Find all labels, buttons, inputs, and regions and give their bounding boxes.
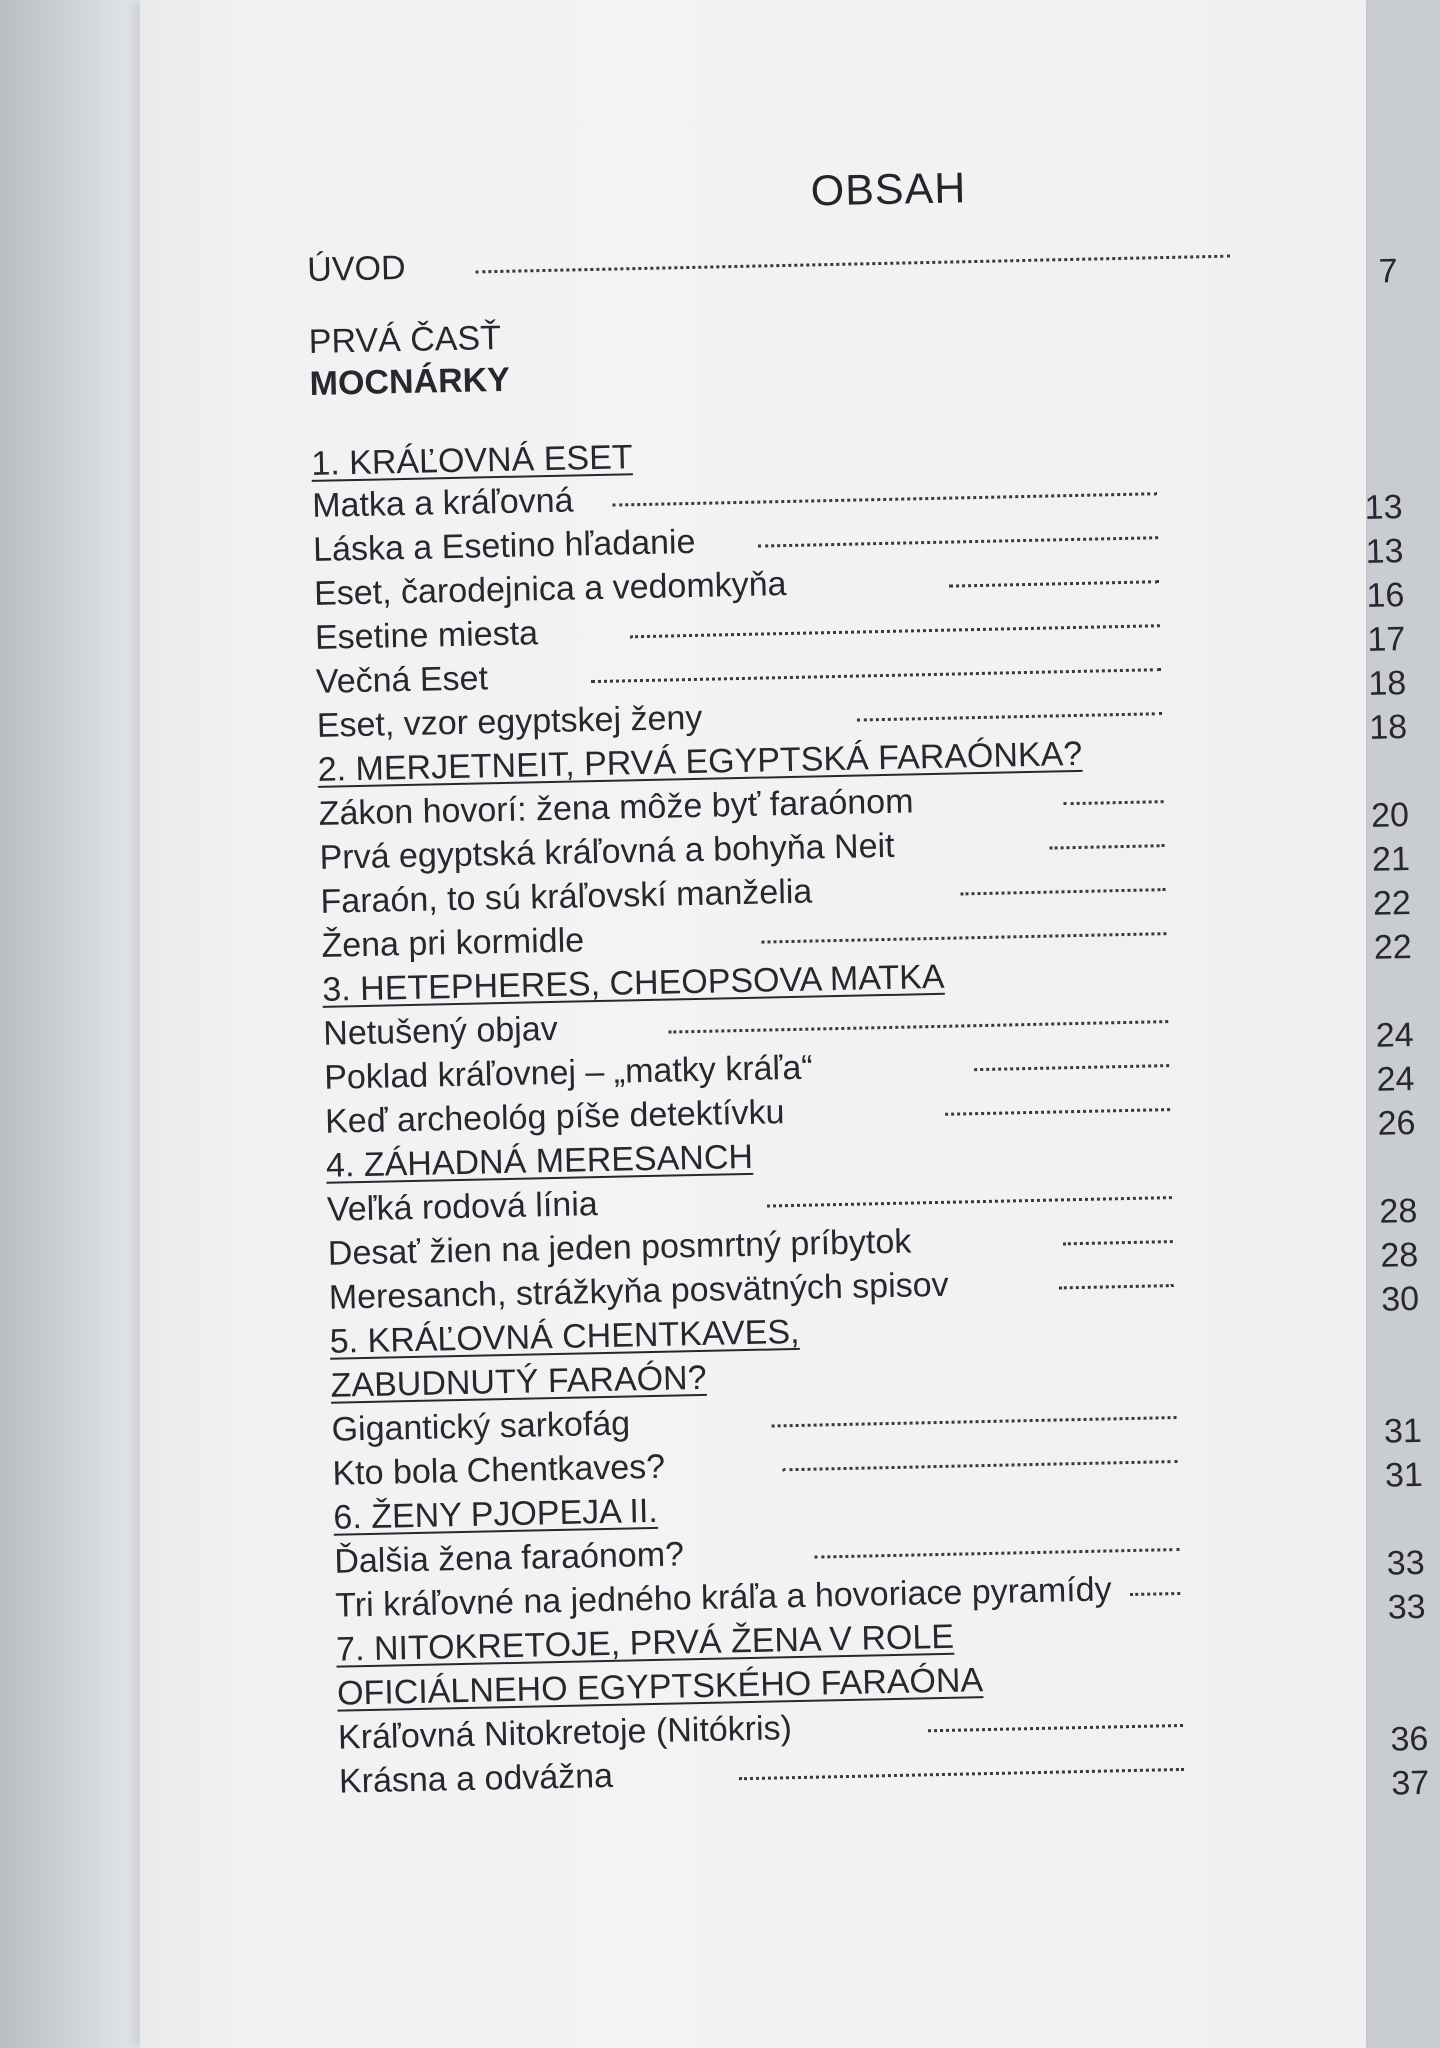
chapter-heading-line-2: OFICIÁLNEHO EGYPTSKÉHO FARAÓNA [336,1661,984,1713]
chapter-heading: 4. ZÁHADNÁ MERESANCH [325,1137,754,1185]
dot-leader [857,708,1162,721]
toc-entry-intro [307,225,1398,292]
dot-leader [782,1456,1177,1471]
dot-leader [761,928,1166,943]
entry-page: 18 [1368,708,1408,747]
entry-page: 37 [1391,1763,1430,1803]
entry-title: Netušený objav [322,1009,559,1053]
entry-title: Láska a Esetino hľadanie [312,522,696,569]
entry-page: 31 [1383,1411,1423,1451]
entry-title: Esetine miesta [314,614,539,657]
entry-page: 24 [1376,1059,1415,1099]
dot-leader [612,488,1157,506]
dot-leader [772,1412,1177,1427]
dot-leader [668,1016,1168,1033]
entry-title: Eset, vzor egyptskej ženy [316,698,703,745]
entry-title: Kráľovná Nitokretoje (Nitókris) [337,1709,793,1757]
entry-page: 7 [1378,252,1398,291]
entry-title: Večná Eset [315,659,489,701]
dot-leader [739,1764,1184,1780]
dot-leader [928,1720,1183,1732]
entry-page: 33 [1387,1587,1426,1627]
table-of-contents [305,137,1430,1803]
chapter-heading-line-2: ZABUDNUTÝ FARAÓN? [330,1358,707,1405]
dot-leader [960,884,1165,895]
dot-leader [814,1544,1179,1559]
chapter-heading: 6. ŽENY PJOPEJA II. [333,1491,659,1537]
entry-page: 36 [1390,1719,1429,1759]
entry-page: 17 [1367,620,1406,659]
entry-title: Žena pri kormidle [321,921,585,965]
entry-page: 33 [1386,1543,1426,1583]
dot-leader [591,664,1161,683]
part-name: MOCNÁRKY [309,360,511,403]
dot-leader [630,620,1160,638]
facing-page-edge [0,0,150,2048]
part-label: PRVÁ ČASŤ [308,318,502,361]
dot-leader [945,1104,1170,1116]
chapter-heading: 3. HETEPHERES, CHEOPSOVA MATKA [321,957,945,1009]
entry-page: 24 [1375,1015,1414,1055]
entry-title: Matka a kráľovná [311,481,574,525]
entry-page: 22 [1373,927,1413,967]
toc-heading: OBSAH [810,164,967,216]
dot-leader [1064,796,1164,805]
entry-title: Kto bola Chentkaves? [332,1447,666,1493]
entry-page: 22 [1372,884,1412,923]
entry-page: 30 [1380,1279,1420,1319]
entry-page: 28 [1379,1191,1418,1231]
dot-leader [1049,840,1164,849]
entry-title: Zákon hovorí: žena môže byť faraónom [318,782,914,833]
chapter-heading: 2. MERJETNEIT, PRVÁ EGYPTSKÁ FARAÓNKA? [317,734,1083,789]
entry-title: Veľká rodová línia [326,1185,599,1229]
entry-title: Meresanch, strážkyňa posvätných spisov [328,1265,949,1317]
chapter-heading-line-1: 7. NITOKRETOJE, PRVÁ ŽENA V ROLE [335,1617,955,1669]
book-page [140,0,1430,2048]
entry-title: Ďalšia žena faraónom? [333,1535,685,1581]
entry-page: 16 [1366,576,1405,615]
entry-page: 13 [1365,532,1404,571]
dot-leader [1059,1280,1174,1289]
entry-page: 13 [1364,488,1403,527]
dot-leader [475,251,1230,274]
entry-page: 26 [1377,1103,1416,1143]
chapter-heading: 1. KRÁĽOVNÁ ESET [310,438,633,483]
entry-page: 18 [1367,664,1407,703]
entry-page: 21 [1371,840,1411,879]
entry-title: Poklad kráľovnej – „matky kráľa“ [323,1048,813,1097]
entry-title: Gigantický sarkofág [331,1404,631,1449]
entry-title: Faraón, to sú kráľovskí manželia [320,872,813,921]
dot-leader [758,532,1158,547]
entry-title: Desať žien na jeden posmrtný príbytok [327,1222,912,1273]
entry-page: 20 [1370,796,1410,835]
entry-title: Prvá egyptská kráľovná a bohyňa Neit [319,826,895,877]
chapter-heading-line-1: 5. KRÁĽOVNÁ CHENTKAVES, [329,1312,800,1361]
entry-title: ÚVOD [306,248,406,289]
entry-title: Eset, čarodejnica a vedomkyňa [313,565,787,613]
entry-title: Keď archeológ píše detektívku [324,1093,785,1141]
dot-leader [1063,1236,1173,1245]
entry-page: 31 [1384,1455,1424,1495]
dot-leader [1130,1588,1180,1596]
dot-leader [767,1192,1172,1207]
dot-leader [974,1060,1169,1071]
dot-leader [949,576,1159,587]
entry-title: Krásna a odvážna [338,1756,614,1801]
entry-page: 28 [1379,1235,1419,1275]
entry-title: Tri kráľovné na jedného kráľa a hovoriace pyramídy [334,1570,1112,1625]
